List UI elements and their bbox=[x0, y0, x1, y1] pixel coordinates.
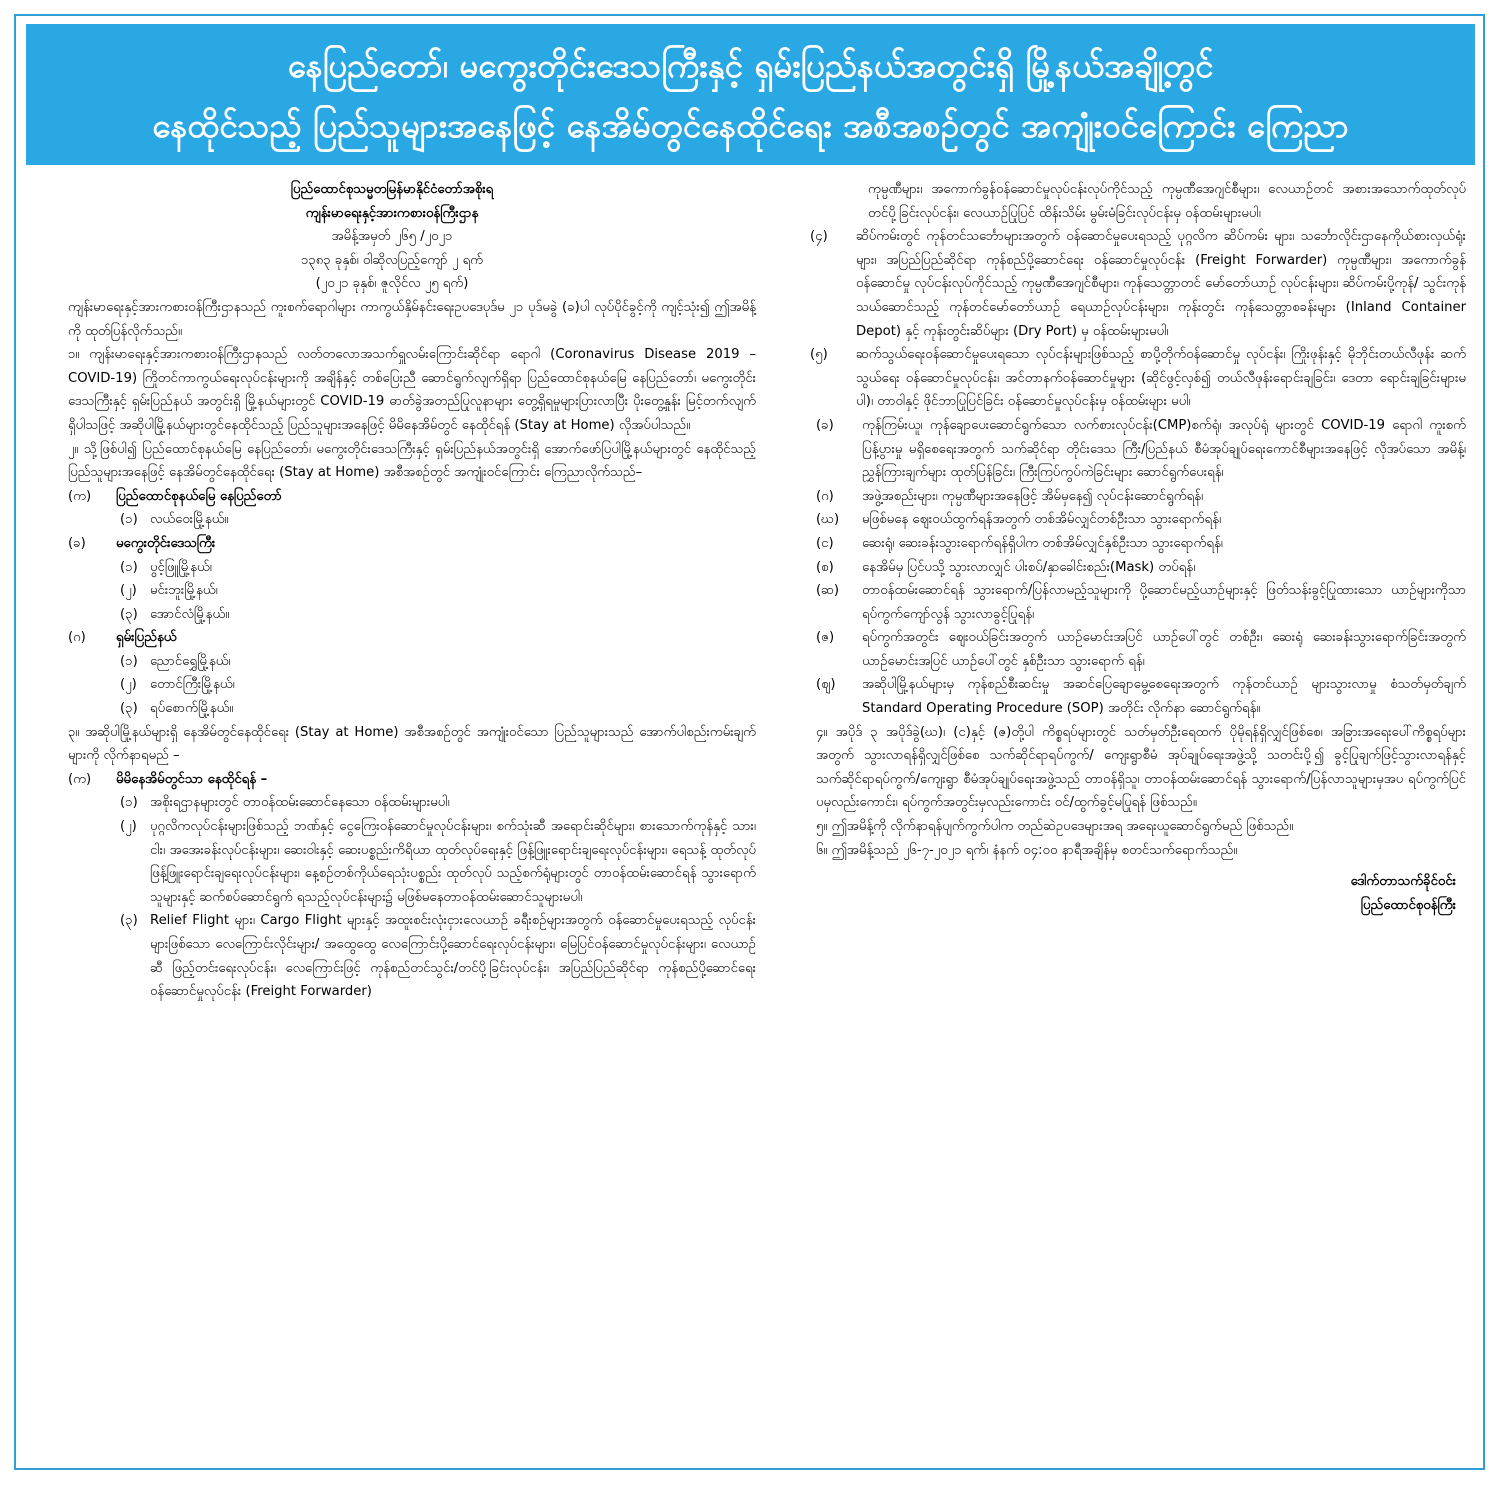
item-text: ပုဂ္ဂလိကလုပ်ငန်းများဖြစ်သည့် ဘဏ်နှင့် ငွေကြေးဝန်ဆောင်မှုလုပ်ငန်းများ၊ စက်သုံးဆီ အရောင်းဆိုင်များ၊ စားသောက်ကုန်နှင့် သား၊ ငါး၊ အအေးခန်းလုပ်ငန်းများ၊ ဆေးဝါးနှင့် ဆေးပစ္စည်းကိရိယာ ထုတ်လုပ်ရေးနှင့် ဖြန့်ဖြူးရောင်းချရေးလုပ်ငန်းများ၊ ရေသန့် ထုတ်လုပ်ဖြန့်ဖြူးရောင်းချရေးလုပ်ငန်းများ၊ နေ့စဉ်တစ်ကိုယ်ရေသုံးပစ္စည်း ထုတ်လုပ် သည့်စက်ရုံများတွင် တာဝန်ထမ်းဆောင်ရန် သွားရောက်သူများနှင့် ဆက်စပ်ဆောင်ရွက် ရသည့်လုပ်ငန်းများ၌ မဖြစ်မနေတာဝန်ထမ်းဆောင်သူများမပါ၊ bbox=[150, 819, 756, 905]
item-number: (၂) bbox=[120, 583, 137, 599]
headline-line-2: နေထိုင်သည့် ပြည်သူများအနေဖြင့် နေအိမ်တွင်နေထိုင်ရေး အစီအစဉ်တွင် အကျုံးဝင်ကြောင်း ကြေညာ bbox=[152, 106, 1349, 145]
item-number: (ဃ) bbox=[816, 512, 840, 528]
list-item bbox=[28, 697, 756, 721]
list-item bbox=[28, 485, 756, 509]
item-text: Relief Flight များ၊ Cargo Flight များနှင့် အထူးစင်းလုံးငှားလေယာဉ် ခရီးစဉ်များအတွက် ဝန်ဆောင်မှုပေးရသည့် လုပ်ငန်းများဖြစ်သော လေကြောင်းလိုင်းများ/ အထွေထွေ လေကြောင်းပို့ဆောင်ရေးလုပ်ငန်းများ၊ မြေပြင်ဝန်ဆောင်မှုလုပ်ငန်းများ၊ လေယာဉ်ဆီ ဖြည့်တင်းရေးလုပ်ငန်း၊ လေကြောင်းဖြင့် ကုန်စည်တင်သွင်း/တင်ပို့ခြင်းလုပ်ငန်း၊ အပြည်ပြည်ဆိုင်ရာ ကုန်စည်ပို့ဆောင်ရေးဝန်ဆောင်မှုလုပ်ငန်း (Freight Forwarder) bbox=[150, 913, 756, 1000]
region-list bbox=[28, 485, 756, 721]
ministry-name: ကျန်းမာရေးနှင့်အားကစားဝန်ကြီးဌာန bbox=[305, 205, 479, 221]
headline-banner bbox=[26, 24, 1475, 165]
paragraph-3: ၃။ အဆိုပါမြို့နယ်များရှိ နေအိမ်တွင်နေထိုင်ရေး (Stay at Home) အစီအစဉ်တွင် အကျုံးဝင်သော ပြည်သူများသည် အောက်ပါစည်းကမ်းချက်များကို လိုက်နာရမည် – bbox=[68, 724, 756, 764]
item-number: (ခ) bbox=[816, 417, 834, 433]
item-text: တာဝန်ထမ်းဆောင်ရန် သွားရောက်/ပြန်လာမည့်သူများကို ပို့ဆောင်မည့်ယာဉ်များနှင့် ဖြတ်သန်းခွင့်ပြုထားသော ယာဉ်များကိုသာ ရပ်ကွက်ကျော်လွန် သွားလာခွင့်ပြုရန်၊ bbox=[862, 583, 1466, 622]
item-number: (၁) bbox=[120, 653, 138, 669]
list-item bbox=[776, 532, 1466, 556]
list-item bbox=[28, 909, 756, 1003]
item-text: ရပ်ကွက်အတွင်း ဈေးဝယ်ခြင်းအတွက် ယာဉ်မောင်းအပြင် ယာဉ်ပေါ်တွင် တစ်ဦး၊ ဆေးရုံ ဆေးခန်းသွားရောက်ခြင်းအတွက် ယာဉ်မောင်းအပြင် ယာဉ်ပေါ်တွင် နှစ်ဦးသာ သွားရောက် ရန်၊ bbox=[862, 630, 1466, 669]
item-number: (၅) bbox=[810, 347, 828, 363]
item-text: အဖွဲ့အစည်းများ၊ ကုမ္ပဏီများအနေဖြင့် အိမ်မှနေ၍ လုပ်ငန်းဆောင်ရွက်ရန်၊ bbox=[862, 488, 1204, 504]
item-text: ပွင့်ဖြူမြို့နယ်၊ bbox=[150, 559, 212, 575]
item-text: အောင်လံမြို့နယ်။ bbox=[150, 606, 230, 622]
signer-title: ပြည်ထောင်စုဝန်ကြီး bbox=[1360, 897, 1456, 913]
item-number: (ဂ) bbox=[68, 630, 86, 646]
list-item bbox=[28, 791, 756, 815]
item-text: အဆိုပါမြို့နယ်များမှ ကုန်စည်စီးဆင်းမှု အဆင်ပြေချောမွေ့စေရေးအတွက် ကုန်တင်ယာဉ် များသွားလာမှု စံသတ်မှတ်ချက် Standard Operating Procedure (SOP) အတိုင်း လိုက်နာ ဆောင်ရွက်ရန်။ bbox=[862, 677, 1466, 717]
item-number: (၁) bbox=[120, 512, 138, 528]
item-number: (၁) bbox=[120, 559, 138, 575]
list-item bbox=[776, 485, 1466, 509]
item-number: (က) bbox=[68, 488, 92, 504]
list-item bbox=[28, 556, 756, 580]
list-item bbox=[776, 556, 1466, 580]
paragraph-6: ၆။ ဤအမိန့်သည် ၂၆-၇-၂၀၂၁ ရက်၊ နံနက် ၀၄:၀၀ နာရီအချိန်မှ စတင်သက်ရောက်သည်။ bbox=[816, 842, 1238, 858]
list-item bbox=[28, 650, 756, 674]
paragraph-3a-list bbox=[28, 791, 756, 1003]
item-number: (၂) bbox=[120, 819, 137, 835]
item-number: (၃) bbox=[120, 913, 138, 929]
list-item bbox=[28, 673, 756, 697]
list-item bbox=[28, 626, 756, 650]
item-text: ဆေးရုံ၊ ဆေးခန်းသွားရောက်ရန်ရှိပါက တစ်အိမ်လျှင်နှစ်ဦးသာ သွားရောက်ရန်၊ bbox=[862, 535, 1223, 551]
item-number: (ခ) bbox=[68, 535, 86, 551]
paragraph-5: ၅။ ဤအမိန့်ကို လိုက်နာရန်ပျက်ကွက်ပါက တည်ဆဲဥပဒေများအရ အရေးယူဆောင်ရွက်မည် ဖြစ်သည်။ bbox=[816, 819, 1294, 835]
item-number: (၄) bbox=[810, 229, 828, 245]
government-name: ပြည်ထောင်စုသမ္မတမြန်မာနိုင်ငံတော်အစိုးရ bbox=[290, 182, 494, 197]
item-text: မိမိနေအိမ်တွင်သာ နေထိုင်ရန် – bbox=[116, 771, 268, 787]
order-date-myanmar: ၁၃၈၃ ခုနှစ်၊ ဝါဆိုလပြည့်ကျော် ၂ ရက် bbox=[300, 252, 484, 268]
item-text: ပြည်ထောင်စုနယ်မြေ နေပြည်တော် bbox=[116, 488, 282, 504]
item-text: မဖြစ်မနေ ဈေးဝယ်ထွက်ရန်အတွက် တစ်အိမ်လျှင်တစ်ဦးသာ သွားရောက်ရန်၊ bbox=[862, 512, 1222, 528]
right-column bbox=[776, 178, 1466, 917]
paragraph-4: ၄။ အပိုဒ် ၃ အပိုဒ်ခွဲ(ဃ)၊ (င)နှင့် (ဇ)တို့ပါ ကိစ္စရပ်များတွင် သတ်မှတ်ဦးရေထက် ပိုမိုရန်ရှိလျှင်ဖြစ်စေ၊ အခြားအရေးပေါ်ကိစ္စရပ်များအတွက် သွားလာရန်ရှိလျှင်ဖြစ်စေ သက်ဆိုင်ရာရပ်ကွက်/ ကျေးရွာစီမံ အုပ်ချုပ်ရေးအဖွဲ့သို့ သတင်းပို့၍ ခွင့်ပြုချက်ဖြင့်သွားလာရန်နှင့် သက်ဆိုင်ရာရပ်ကွက်/ကျေးရွာ စီမံအုပ်ချုပ်ရေးအဖွဲ့သည် တာဝန်ရှိသူ၊ တာဝန်ထမ်းဆောင်ရန် သွားရောက်/ပြန်လာသူများမှအပ ရပ်ကွက်ပြင်ပမှလည်းကောင်း၊ ရပ်ကွက်အတွင်းမှလည်းကောင်း ဝင်/ထွက်ခွင့်မပြုရန် ဖြစ်သည်။ bbox=[816, 724, 1466, 811]
item-text: မင်းဘူးမြို့နယ်၊ bbox=[150, 583, 218, 599]
item-text: လယ်ဝေးမြို့နယ်။ bbox=[150, 512, 229, 528]
paragraph-3a bbox=[28, 768, 756, 792]
list-item bbox=[776, 225, 1466, 343]
item-text: နေအိမ်မှ ပြင်ပသို့ သွားလာလျှင် ပါးစပ်/နှာခေါင်းစည်း(Mask) တပ်ရန်၊ bbox=[862, 559, 1196, 575]
item-number: (စ) bbox=[816, 559, 834, 575]
item-text: ဆိပ်ကမ်းတွင် ကုန်တင်သင်္ဘောများအတွက် ဝန်ဆောင်မှုပေးရသည့် ပုဂ္ဂလိက ဆိပ်ကမ်း များ၊ သင်္ဘောလိုင်းဌာနေကိုယ်စားလှယ်ရုံးများ၊ အပြည်ပြည်ဆိုင်ရာ ကုန်စည်ပို့ဆောင်ရေး ဝန်ဆောင်မှုလုပ်ငန်း (Freight Forwarder) ကုမ္ပဏီများ၊ အကောက်ခွန်ဝန်ဆောင်မှု လုပ်ငန်းလုပ်ကိုင်သည့် ကုမ္ပဏီအေဂျင်စီများ၊ ကုန်သေတ္တာတင် မော်တော်ယာဉ် လုပ်ငန်းများ၊ ဆိပ်ကမ်းပို့ကုန်/ သွင်းကုန် သယ်ဆောင်သည့် ကုန်တင်မော်တော်ယာဉ် ရေယာဉ်လုပ်ငန်းများ၊ ကုန်းတွင်း ကုန်သေတ္တာစခန်းများ (Inland Container Depot) နှင့် ကုန်းတွင်းဆိပ်များ (Dry Port) မှ ဝန်ထမ်းများမပါ၊ bbox=[856, 229, 1466, 339]
item-number: (ဂ) bbox=[816, 488, 834, 504]
item-text: ကုန်ကြမ်းယူ၊ ကုန်ချောပေးဆောင်ရွက်သော လက်စားလုပ်ငန်း(CMP)စက်ရုံ၊ အလုပ်ရုံ များတွင် COVID-19 ရောဂါ ကူးစက်ပြန့်ပွားမှု မရှိစေရေးအတွက် သက်ဆိုင်ရာ တိုင်းဒေသ ကြီး/ပြည်နယ် စီမံအုပ်ချုပ်ရေးကောင်စီများအနေဖြင့် လိုအပ်သော အမိန့်၊ ညွှန်ကြားချက်များ ထုတ်ပြန်ခြင်း၊ ကြီးကြပ်ကွပ်ကဲခြင်းများ ဆောင်ရွက်ပေးရန်၊ bbox=[862, 417, 1466, 481]
list-item bbox=[28, 815, 756, 909]
item-number: (၃) bbox=[120, 606, 138, 622]
intro-paragraph: ကျန်းမာရေးနှင့်အားကစားဝန်ကြီးဌာနသည် ကူးစက်ရောဂါများ ကာကွယ်နှိမ်နင်းရေးဥပဒေပုဒ်မ ၂၁ ပုဒ်မခွဲ (ခ)ပါ လုပ်ပိုင်ခွင့်ကို ကျင့်သုံး၍ ဤအမိန့်ကို ထုတ်ပြန်လိုက်သည်။ bbox=[68, 299, 756, 339]
list-item bbox=[28, 579, 756, 603]
item-number: (၂) bbox=[120, 677, 137, 693]
paragraph-1: ၁။ ကျန်းမာရေးနှင့်အားကစားဝန်ကြီးဌာနသည် လတ်တလောအသက်ရှူလမ်းကြောင်းဆိုင်ရာ ရောဂါ (Coronavirus Disease 2019 – COVID-19) ကြိုတင်ကာကွယ်ရေးလုပ်ငန်းများကို အချိန်နှင့် တစ်ပြေးညီ ဆောင်ရွက်လျက်ရှိရာ ပြည်ထောင်စုနယ်မြေ နေပြည်တော်၊ မကွေးတိုင်းဒေသကြီးနှင့် ရှမ်းပြည်နယ် အတွင်းရှိ မြို့နယ်များတွင် COVID-19 ဓာတ်ခွဲအတည်ပြုလူနာများ တွေ့ရှိရမှုများပြားလာပြီး ပိုးတွေ့နှုန်း မြင့်တက်လျက်ရှိပါသဖြင့် အဆိုပါမြို့နယ်များတွင်နေထိုင်သည့် ပြည်သူများအနေဖြင့် မိမိနေအိမ်တွင် နေထိုင်ရန် (Stay at Home) လိုအပ်ပါသည်။ bbox=[68, 347, 756, 433]
item-number: (ဇ) bbox=[816, 630, 835, 646]
list-item bbox=[28, 532, 756, 556]
item-number: (ဆ) bbox=[816, 583, 840, 599]
list-item bbox=[776, 626, 1466, 673]
item-number: (င) bbox=[816, 535, 834, 551]
item-text: ဆက်သွယ်ရေးဝန်ဆောင်မှုပေးရသော လုပ်ငန်းများဖြစ်သည့် စာပို့တိုက်ဝန်ဆောင်မှု လုပ်ငန်း၊ ကြိုးဖုန်းနှင့် မိုဘိုင်းတယ်လီဖုန်း ဆက်သွယ်ရေး ဝန်ဆောင်မှုလုပ်ငန်း၊ အင်တာနက်ဝန်ဆောင်မှုများ (ဆိုင်ဖွင့်လှစ်၍ တယ်လီဖုန်းရောင်းချခြင်း၊ ဒေတာ ရောင်းချခြင်းများမပါ)၊ တာဝါနှင့် ဖိုင်ဘာပြုပြင်ခြင်း ဝန်ဆောင်မှုလုပ်ငန်းမှ ဝန်ထမ်းများ မပါ၊ bbox=[856, 347, 1466, 410]
list-item bbox=[28, 603, 756, 627]
list-item bbox=[776, 414, 1466, 485]
list-item bbox=[776, 579, 1466, 626]
item-text: တောင်ကြီးမြို့နယ်၊ bbox=[150, 677, 235, 693]
item-number: (၁) bbox=[120, 795, 138, 811]
item-number: (ဈ) bbox=[816, 677, 836, 693]
item-text: ရှမ်းပြည်နယ် bbox=[116, 630, 177, 646]
item-text: မကွေးတိုင်းဒေသကြီး bbox=[116, 535, 216, 551]
list-item bbox=[28, 508, 756, 532]
headline-line-1: နေပြည်တော်၊ မကွေးတိုင်းဒေသကြီးနှင့် ရှမ်းပြည်နယ်အတွင်းရှိ မြို့နယ်အချို့တွင် bbox=[287, 46, 1214, 85]
item-number: (က) bbox=[68, 771, 92, 787]
right-list-a bbox=[776, 225, 1466, 414]
item-text: ရပ်စောက်မြို့နယ်။ bbox=[150, 701, 234, 717]
order-number: အမိန့်အမှတ် ၂၆၅ /၂၀၂၁ bbox=[331, 229, 453, 245]
item-text: ညောင်ရွှေမြို့နယ်၊ bbox=[150, 653, 231, 669]
list-item bbox=[776, 508, 1466, 532]
right-list-b bbox=[776, 414, 1466, 721]
order-date-gregorian: (၂၀၂၁ ခုနှစ်၊ ဇူလိုင်လ ၂၅ ရက်) bbox=[315, 276, 469, 292]
left-column bbox=[28, 178, 756, 1004]
item-text: အစိုးရဌာနများတွင် တာဝန်ထမ်းဆောင်နေသော ဝန်ထမ်းများမပါ၊ bbox=[150, 795, 450, 811]
continued-text: ကုမ္ပဏီများ၊ အကောက်ခွန်ဝန်ဆောင်မှုလုပ်ငန်းလုပ်ကိုင်သည့် ကုမ္ပဏီအေဂျင်စီများ၊ လေယာဉ်တင် အစားအသောက်ထုတ်လုပ်တင်ပို့ခြင်းလုပ်ငန်း၊ လေယာဉ်ပြုပြင် ထိန်းသိမ်း မွမ်းမံခြင်းလုပ်ငန်းမှ ဝန်ထမ်းများမပါ၊ bbox=[868, 182, 1466, 221]
signer-name: ဒေါက်တာသက်ခိုင်ဝင်း bbox=[1350, 874, 1456, 890]
list-item bbox=[776, 673, 1466, 720]
list-item bbox=[776, 343, 1466, 414]
item-number: (၃) bbox=[120, 701, 138, 717]
paragraph-2: ၂။ သို့ဖြစ်ပါ၍ ပြည်ထောင်စုနယ်မြေ နေပြည်တော်၊ မကွေးတိုင်းဒေသကြီးနှင့် ရှမ်းပြည်နယ်အတွင်းရှိ အောက်ဖော်ပြပါမြို့နယ်များတွင် နေထိုင်သည့် ပြည်သူများအနေဖြင့် နေအိမ်တွင်နေထိုင်ရေး (Stay at Home) အစီအစဉ်တွင် အကျုံးဝင်ကြောင်း ကြေညာလိုက်သည်– bbox=[68, 441, 756, 481]
